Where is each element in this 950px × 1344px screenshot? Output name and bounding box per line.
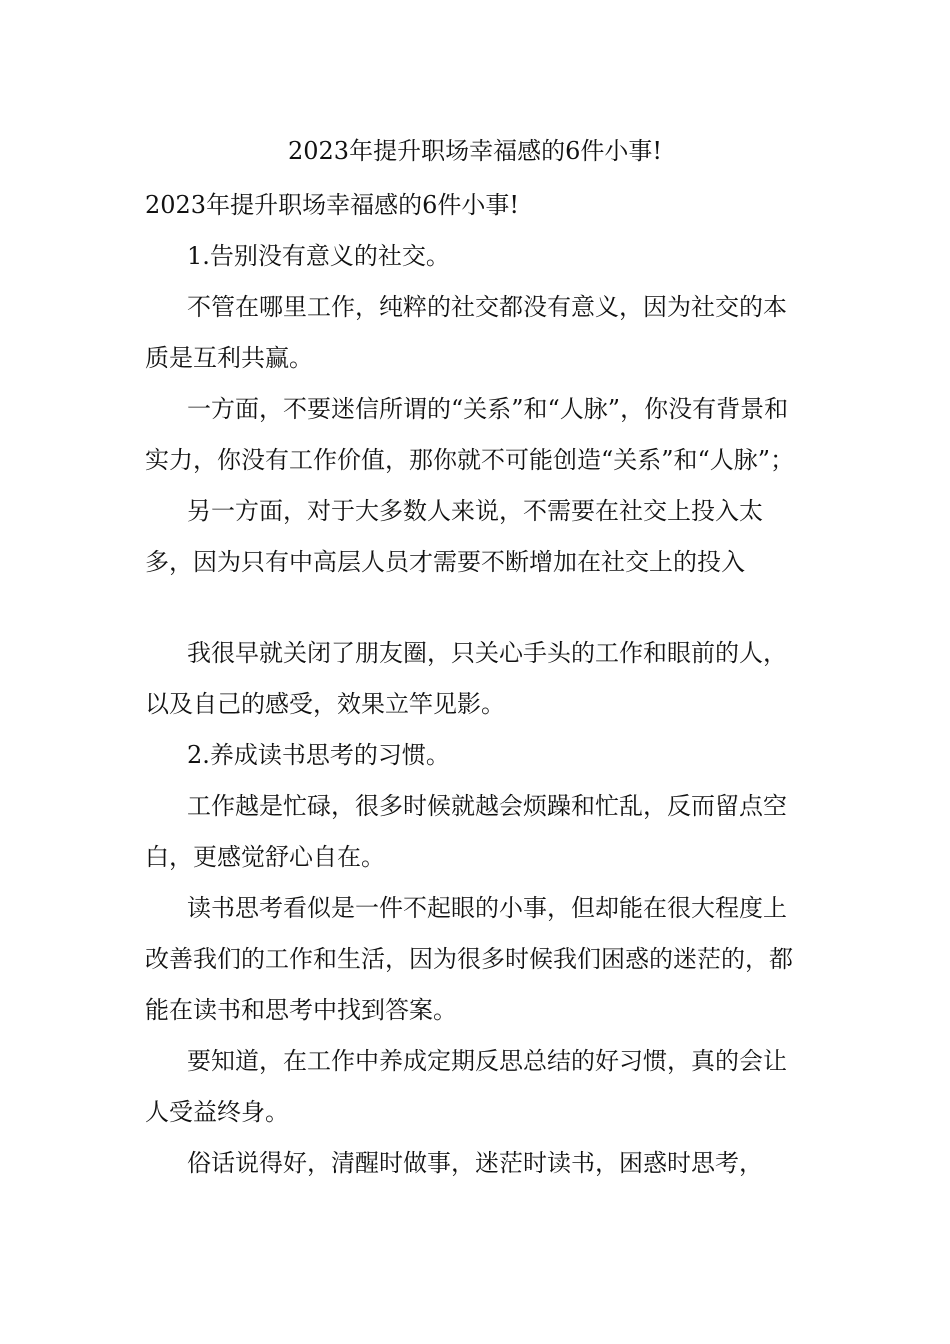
paragraph: 读书思考看似是一件不起眼的小事，但却能在很大程度上改善我们的工作和生活，因为很多时候我们困惑的迷茫的，都能在读书和思考中找到答案。 — [145, 894, 793, 1024]
paragraph: 我很早就关闭了朋友圈，只关心手头的工作和眼前的人，以及自己的感受，效果立竿见影。 — [145, 639, 787, 718]
paragraph-gap — [145, 588, 807, 628]
paragraph: 要知道，在工作中养成定期反思总结的好习惯，真的会让人受益终身。 — [145, 1047, 787, 1126]
paragraph-subtitle: 2023年提升职场幸福感的6件小事! — [145, 191, 519, 219]
section-heading-2: 2.养成读书思考的习惯。 — [187, 741, 450, 769]
paragraph: 俗话说得好，清醒时做事，迷茫时读书，困惑时思考， — [187, 1149, 763, 1177]
document-title: 2023年提升职场幸福感的6件小事! — [288, 137, 662, 165]
paragraph: 另一方面，对于大多数人来说，不需要在社交上投入太多，因为只有中高层人员才需要不断增加在社交上的投入 — [145, 497, 763, 576]
paragraph: 工作越是忙碌，很多时候就越会烦躁和忙乱，反而留点空白，更感觉舒心自在。 — [145, 792, 787, 871]
document-body — [145, 180, 807, 1189]
paragraph: 一方面，不要迷信所谓的“关系”和“人脉”，你没有背景和实力，你没有工作价值，那你就不可能创造“关系”和“人脉”； — [145, 395, 795, 474]
paragraph: 不管在哪里工作，纯粹的社交都没有意义，因为社交的本质是互利共赢。 — [145, 293, 787, 372]
section-heading-1: 1.告别没有意义的社交。 — [187, 242, 450, 270]
